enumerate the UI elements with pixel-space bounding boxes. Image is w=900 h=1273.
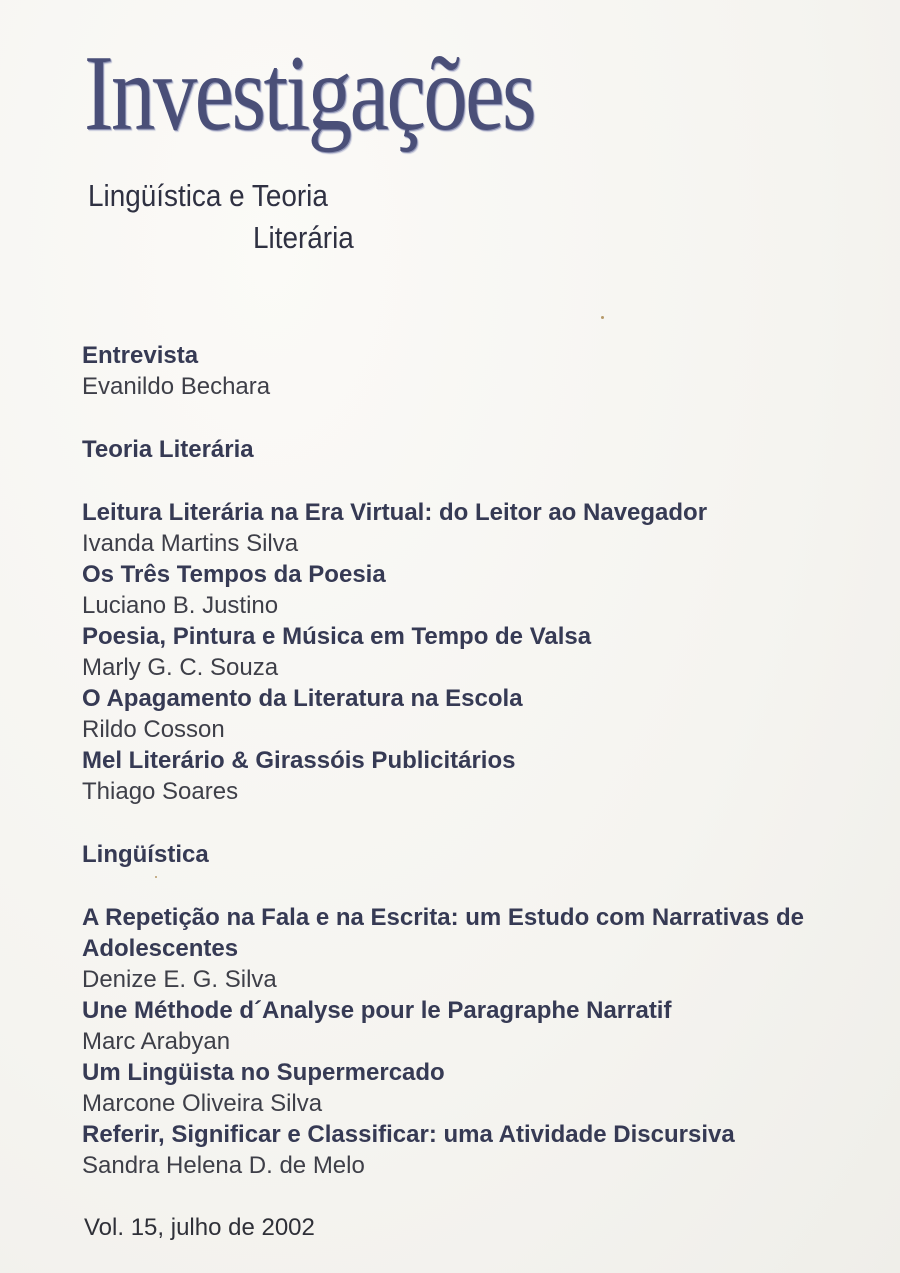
- section-heading-literary-theory: Teoria Literária: [82, 436, 254, 463]
- article-author: Ivanda Martins Silva: [82, 530, 299, 557]
- article-title: Leitura Literária na Era Virtual: do Leitor ao Navegador: [82, 499, 708, 526]
- article-author: Denize E. G. Silva: [82, 966, 277, 993]
- article-title: Une Méthode d´Analyse pour le Paragraphe Narratif: [82, 997, 672, 1024]
- article-title: A Repetição na Fala e na Escrita: um Estudo com Narrativas de Adolescentes: [82, 904, 805, 962]
- article-title: Poesia, Pintura e Música em Tempo de Valsa: [82, 623, 592, 650]
- section-heading-linguistics: Lingüística: [82, 841, 209, 868]
- journal-title: Investigações: [84, 34, 535, 153]
- article-entry: [82, 1057, 882, 1119]
- article-entry: [82, 1119, 882, 1181]
- table-of-contents: [82, 340, 882, 1181]
- journal-subtitle-line1: Lingüística e Teoria: [88, 178, 328, 213]
- article-author: Sandra Helena D. de Melo: [82, 1152, 365, 1179]
- article-entry: [82, 621, 882, 683]
- spacer: [82, 807, 882, 839]
- article-author: Marcone Oliveira Silva: [82, 1090, 323, 1117]
- article-entry: [82, 902, 882, 995]
- article-author: Luciano B. Justino: [82, 592, 279, 619]
- interviewee-name: Evanildo Bechara: [82, 373, 271, 400]
- article-author: Marc Arabyan: [82, 1028, 231, 1055]
- spacer: [82, 870, 882, 902]
- article-title: Referir, Significar e Classificar: uma Atividade Discursiva: [82, 1121, 735, 1148]
- article-entry: [82, 497, 882, 559]
- article-title: Mel Literário & Girassóis Publicitários: [82, 747, 516, 774]
- article-entry: [82, 995, 882, 1057]
- article-author: Rildo Cosson: [82, 716, 225, 743]
- article-author: Marly G. C. Souza: [82, 654, 279, 681]
- spacer: [82, 465, 882, 497]
- article-title: O Apagamento da Literatura na Escola: [82, 685, 523, 712]
- article-entry: [82, 559, 882, 621]
- article-author: Thiago Soares: [82, 778, 239, 805]
- article-entry: [82, 683, 882, 745]
- article-entry: [82, 745, 882, 807]
- article-title: Um Lingüista no Supermercado: [82, 1059, 445, 1086]
- spacer: [82, 402, 882, 434]
- article-title: Os Três Tempos da Poesia: [82, 561, 386, 588]
- paper-speck: [601, 316, 604, 319]
- section-heading-interview: Entrevista: [82, 342, 199, 369]
- issue-info: Vol. 15, julho de 2002: [84, 1214, 315, 1241]
- journal-subtitle-line2: Literária: [253, 220, 354, 255]
